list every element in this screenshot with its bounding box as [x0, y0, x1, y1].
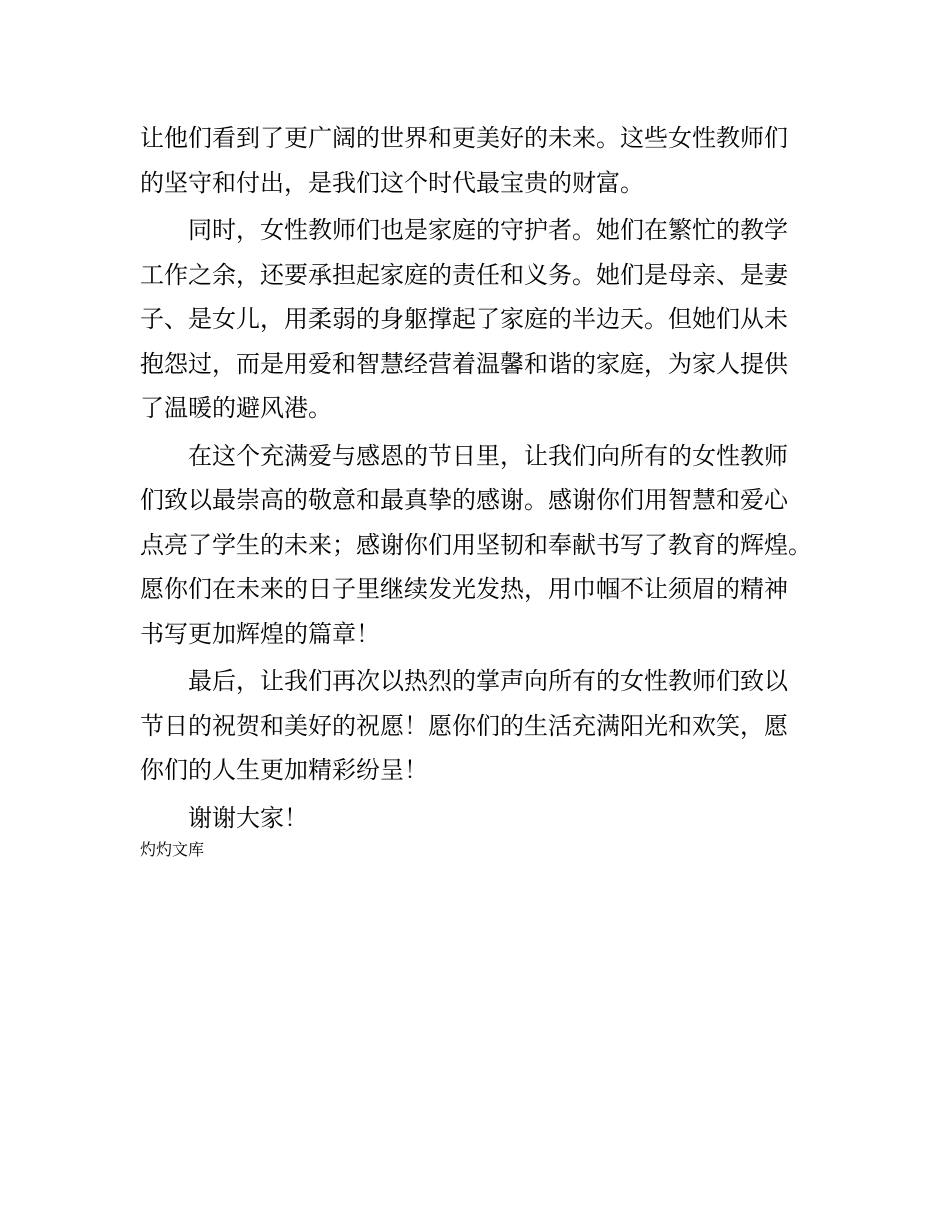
document-body [140, 116, 820, 860]
text-line: 的坚守和付出，是我们这个时代最宝贵的财富。 [140, 168, 644, 197]
text-line: 工作之余，还要承担起家庭的责任和义务。她们是母亲、是妻 [140, 260, 788, 289]
text-line: 让他们看到了更广阔的世界和更美好的未来。这些女性教师们 [140, 124, 788, 152]
watermark-text: 灼灼文库 [140, 840, 205, 859]
text-line: 愿你们在未来的日子里继续发光发热，用巾帼不让须眉的精神 [140, 575, 788, 603]
paragraph-first-line: 同时，女性教师们也是家庭的守护者。她们在繁忙的教学 [188, 216, 788, 244]
text-line: 点亮了学生的未来；感谢你们用坚韧和奉献书写了教育的辉煌。 [140, 530, 812, 559]
text-line: 抱怨过，而是用爱和智慧经营着温馨和谐的家庭，为家人提供 [140, 349, 788, 378]
text-line: 书写更加辉煌的篇章！ [140, 619, 380, 648]
text-line: 们致以最崇高的敬意和最真挚的感谢。感谢你们用智慧和爱心 [140, 486, 788, 514]
text-line: 你们的人生更加精彩纷呈！ [140, 756, 428, 784]
paragraph-first-line: 最后，让我们再次以热烈的掌声向所有的女性教师们致以 [188, 667, 788, 695]
text-line: 了温暖的避风港。 [140, 394, 332, 422]
closing-line: 谢谢大家！ [188, 803, 308, 832]
text-line: 子、是女儿，用柔弱的身躯撑起了家庭的半边天。但她们从未 [140, 305, 788, 333]
text-line: 节日的祝贺和美好的祝愿！愿你们的生活充满阳光和欢笑，愿 [140, 711, 788, 740]
paragraph-first-line: 在这个充满爱与感恩的节日里，让我们向所有的女性教师 [188, 441, 788, 470]
